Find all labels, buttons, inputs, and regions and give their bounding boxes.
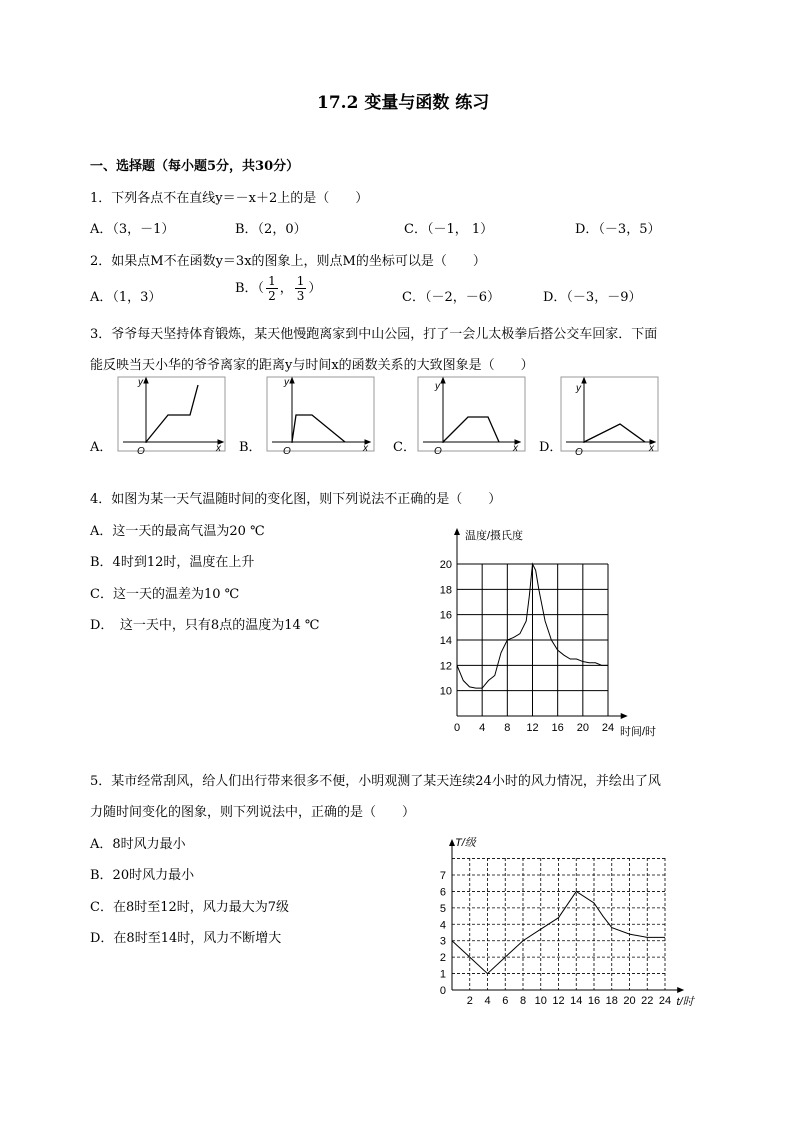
q3-option-a[interactable]: A． [90, 440, 113, 455]
graph-c-origin: O [434, 446, 442, 457]
x-tick-label: 16 [551, 722, 564, 734]
x-tick-label: 10 [534, 995, 547, 1007]
graph-c-curve [443, 417, 499, 442]
q2-option-b[interactable] [235, 274, 321, 303]
q3-option-d[interactable]: D． [539, 440, 563, 455]
x-tick-label: 0 [453, 722, 461, 734]
y-tick-label: 5 [439, 902, 446, 915]
x-tick-label: 4 [484, 995, 491, 1007]
q1-option-b[interactable]: B．（2，0） [235, 222, 307, 237]
graph-d-x-label: x [649, 443, 654, 454]
graph-c-y-label: y [435, 381, 440, 392]
y-tick-label: 18 [439, 584, 452, 597]
graph-a-frame [118, 377, 225, 451]
q2-option-b-prefix: B．（ [235, 281, 265, 296]
graph-d-curve [584, 424, 645, 442]
y-tick-label: 16 [439, 609, 452, 622]
q1-option-c[interactable]: C．（－1， 1） [404, 222, 494, 237]
graph-b-frame [267, 377, 374, 451]
q5-option-a[interactable]: A．8时风力最小 [90, 837, 186, 852]
q1-option-d[interactable]: D．（－3，5） [575, 222, 661, 237]
x-axis-arrow [677, 987, 684, 993]
q2-option-c[interactable]: C．（－2，－6） [402, 290, 500, 305]
graph-b-x-label: x [363, 443, 368, 454]
x-tick-label: 24 [658, 995, 672, 1007]
x-tick-label: 14 [570, 995, 583, 1007]
q2-option-d[interactable]: D．（－3，－9） [543, 290, 642, 305]
q5-option-d[interactable]: D．在8时至14时，风力不断增大 [90, 931, 282, 946]
graph-a-curve [146, 385, 198, 442]
graph-a-origin: O [137, 446, 145, 457]
y-tick-label: 4 [439, 919, 446, 932]
graph-b-y-label: y [284, 377, 289, 388]
graph-a-x-label: x [216, 443, 221, 454]
y-tick-label: 6 [439, 886, 446, 899]
x-tick-label: 18 [605, 995, 618, 1007]
q5-option-c[interactable]: C．在8时至12时，风力最大为7级 [90, 900, 290, 915]
q2-option-a[interactable]: A．（1，3） [90, 290, 162, 305]
graph-b-curve [292, 415, 345, 442]
q4-option-a[interactable]: A．这一天的最高气温为20 ℃ [90, 524, 265, 539]
y-tick-label: 2 [439, 952, 446, 965]
q3-option-c[interactable]: C． [393, 440, 416, 455]
question-1-stem: 1．下列各点不在直线y＝－x＋2上的是（ ） [90, 191, 369, 206]
x-tick-label: 22 [641, 995, 654, 1007]
y-tick-label: 20 [439, 559, 452, 571]
q3-graphs [88, 375, 668, 457]
y-tick-label: 7 [439, 870, 446, 882]
q4-option-c[interactable]: C．这一天的温差为10 ℃ [90, 587, 240, 602]
question-2-stem: 2．如果点M不在函数y＝3x的图象上，则点M的坐标可以是（ ） [90, 254, 486, 269]
graph-d-y-label: y [576, 383, 581, 394]
x-tick-label: 8 [519, 995, 527, 1007]
question-3-line-1: 3．爷爷每天坚持体育锻炼，某天他慢跑离家到中山公园，打了一会儿太极拳后搭公交车回家．下面 [90, 327, 658, 342]
x-tick-label: 6 [502, 995, 509, 1007]
x-tick-label: 16 [587, 995, 601, 1007]
x-tick-label: 4 [479, 722, 486, 734]
graph-c-x-label: x [513, 443, 518, 454]
graph-a-y-label: y [138, 377, 143, 388]
x-tick-label: 24 [601, 722, 615, 734]
question-4-stem: 4．如图为某一天气温随时间的变化图，则下列说法不正确的是（ ） [90, 492, 502, 507]
graph-d-origin: O [575, 447, 583, 457]
q1-option-a[interactable]: A．（3，－1） [90, 222, 175, 237]
question-5-line-1: 5．某市经常刮风，给人们出行带来很多不便，小明观测了某天连续24小时的风力情况，并绘出了风 [90, 774, 661, 789]
q2-option-b-separator: ， [279, 281, 293, 296]
q4-option-d[interactable]: D． 这一天中，只有8点的温度为14 ℃ [90, 618, 320, 633]
y-tick-label: 0 [439, 985, 446, 997]
y-tick-label: 3 [439, 935, 446, 948]
fraction-one-half: $\frac{1}{2}$ [268, 274, 276, 303]
q4-option-b[interactable]: B．4时到12时，温度在上升 [90, 555, 255, 570]
y-axis-arrow [454, 528, 460, 535]
x-tick-label: 12 [526, 722, 539, 734]
question-5-line-2: 力随时间变化的图象，则下列说法中，正确的是（ ） [90, 805, 416, 820]
q3-option-b[interactable]: B． [239, 440, 262, 455]
x-axis-title: 时间/时 [620, 726, 657, 738]
wind-chart [420, 830, 700, 1010]
x-tick-label: 2 [466, 995, 473, 1007]
x-axis-arrow [621, 713, 628, 719]
temperature-chart [425, 520, 665, 745]
y-tick-label: 10 [439, 685, 452, 698]
x-tick-label: 20 [623, 995, 636, 1007]
y-tick-label: 12 [439, 660, 452, 673]
q5-option-b[interactable]: B．20时风力最小 [90, 868, 195, 883]
page-title: 17.2 变量与函数 练习 [317, 93, 490, 113]
section-heading: 一、选择题（每小题5分，共30分） [90, 159, 300, 174]
x-tick-label: 12 [552, 995, 565, 1007]
y-axis-title: 温度/摄氏度 [465, 530, 524, 542]
question-3-line-2: 能反映当天小华的爷爷离家的距离y与时间x的函数关系的大致图象是（ ） [90, 358, 534, 373]
q2-option-b-suffix: ） [308, 281, 322, 296]
y-tick-label: 1 [439, 968, 446, 981]
y-tick-label: 14 [439, 635, 452, 647]
fraction-one-third: $\frac{1}{3}$ [296, 274, 305, 303]
x-tick-label: 20 [576, 722, 589, 734]
y-axis-title: T/级 [455, 837, 476, 849]
x-tick-label: 8 [504, 722, 511, 734]
graph-b-origin: O [283, 446, 291, 457]
x-axis-title: t/时 [676, 996, 694, 1008]
